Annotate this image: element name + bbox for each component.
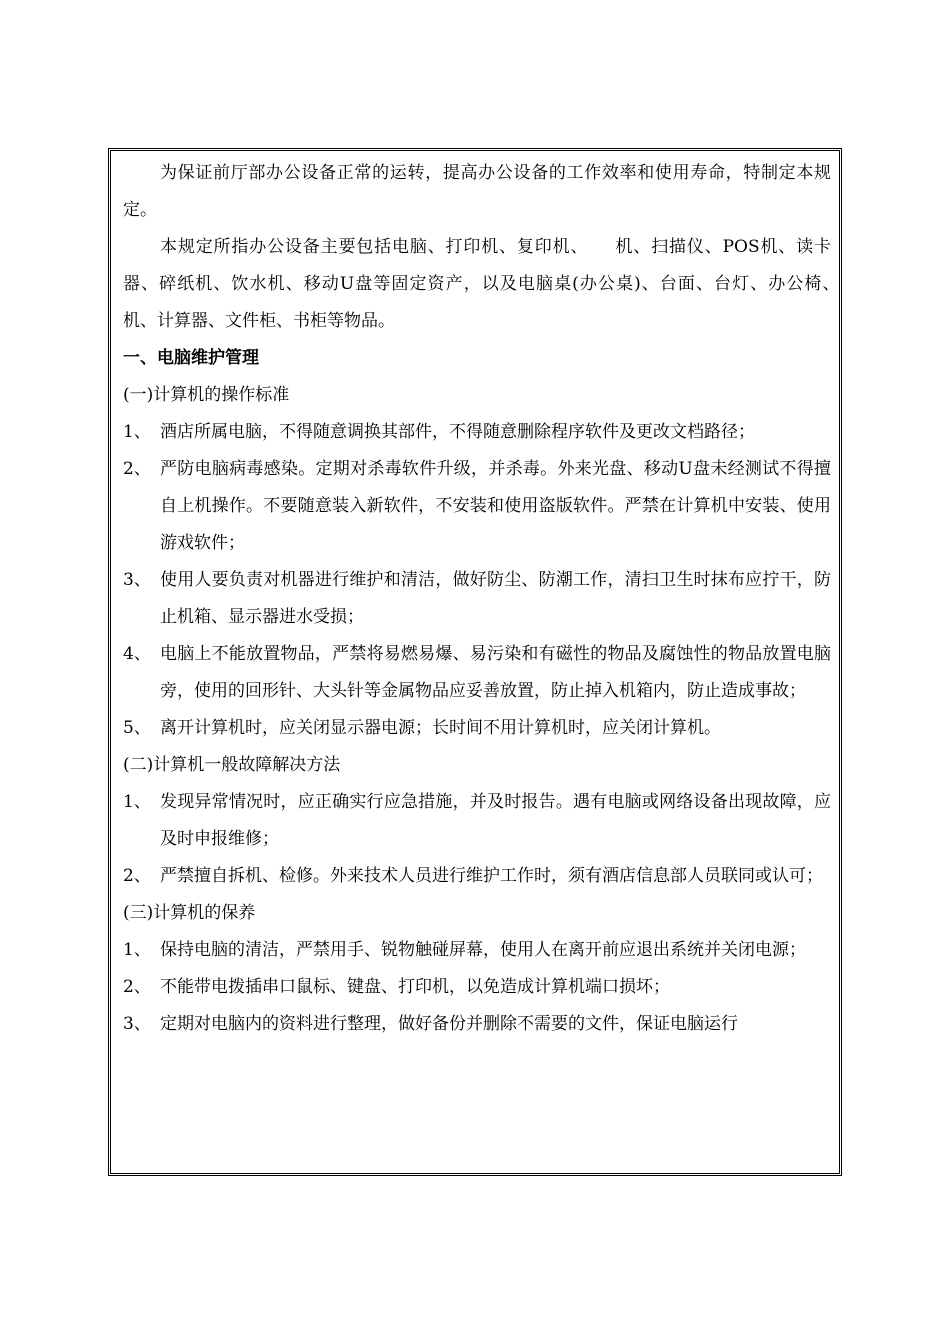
list-item	[123, 710, 831, 747]
document-body	[123, 155, 865, 1043]
list-item-text: 严禁擅自拆机、检修。外来技术人员进行维护工作时，须有酒店信息部人员联同或认可；	[160, 866, 823, 886]
list-item-number: 4、	[123, 644, 151, 664]
list-item	[123, 969, 831, 1006]
list-item-text: 使用人要负责对机器进行维护和清洁，做好防尘、防潮工作，清扫卫生时抹布应拧干，防止机箱、显示器进水受损；	[160, 570, 831, 627]
list-item-text: 保持电脑的清洁，严禁用手、锐物触碰屏幕，使用人在离开前应退出系统并关闭电源；	[160, 940, 806, 960]
list-item	[123, 414, 831, 451]
list-item	[123, 784, 831, 858]
subsection-heading: (三)计算机的保养	[123, 903, 256, 923]
list-item	[123, 1006, 831, 1043]
intro-paragraph: 为保证前厅部办公设备正常的运转，提高办公设备的工作效率和使用寿命，特制定本规定。	[123, 163, 831, 220]
list-item	[123, 858, 831, 895]
list-item-number: 5、	[123, 718, 151, 738]
document-frame	[108, 148, 865, 1176]
list-item-number: 1、	[123, 422, 151, 442]
list-item	[123, 562, 831, 636]
list-item	[123, 932, 831, 969]
list-item-number: 1、	[123, 792, 151, 812]
list-item-number: 2、	[123, 459, 151, 479]
list-item-text: 离开计算机时，应关闭显示器电源；长时间不用计算机时，应关闭计算机。	[160, 718, 721, 738]
list-item-number: 2、	[123, 866, 151, 886]
list-item-number: 3、	[123, 1014, 151, 1034]
list-item-text: 电脑上不能放置物品，严禁将易燃易爆、易污染和有磁性的物品及腐蚀性的物品放置电脑旁，使用的回形针、大头针等金属物品应妥善放置，防止掉入机箱内，防止造成事故；	[160, 644, 831, 701]
list-item-text: 不能带电拨插串口鼠标、键盘、打印机，以免造成计算机端口损坏；	[160, 977, 670, 997]
subsection-heading: (二)计算机一般故障解决方法	[123, 755, 341, 775]
list-item	[123, 636, 831, 710]
list-item-number: 1、	[123, 940, 151, 960]
list-item-text: 酒店所属电脑，不得随意调换其部件，不得随意删除程序软件及更改文档路径；	[160, 422, 755, 442]
list-item-number: 2、	[123, 977, 151, 997]
list-item-text: 发现异常情况时，应正确实行应急措施，并及时报告。遇有电脑或网络设备出现故障，应及时申报维修；	[160, 792, 831, 849]
subsection-heading: (一)计算机的操作标准	[123, 385, 290, 405]
list-item-text: 定期对电脑内的资料进行整理，做好备份并删除不需要的文件，保证电脑运行	[160, 1014, 738, 1034]
list-item	[123, 451, 831, 562]
list-item-number: 3、	[123, 570, 151, 590]
list-item-text: 严防电脑病毒感染。定期对杀毒软件升级，并杀毒。外来光盘、移动U盘未经测试不得擅自上机操作。不要随意装入新软件，不安装和使用盗版软件。严禁在计算机中安装、使用游戏软件；	[160, 459, 831, 553]
section-heading: 一、电脑维护管理	[123, 348, 259, 368]
scope-paragraph: 本规定所指办公设备主要包括电脑、打印机、复印机、 机、扫描仪、POS机、读卡器、碎纸机、饮水机、移动U盘等固定资产，以及电脑桌(办公桌)、台面、台灯、办公椅、 机、计算器、文件柜、书柜等物品。	[123, 237, 865, 331]
